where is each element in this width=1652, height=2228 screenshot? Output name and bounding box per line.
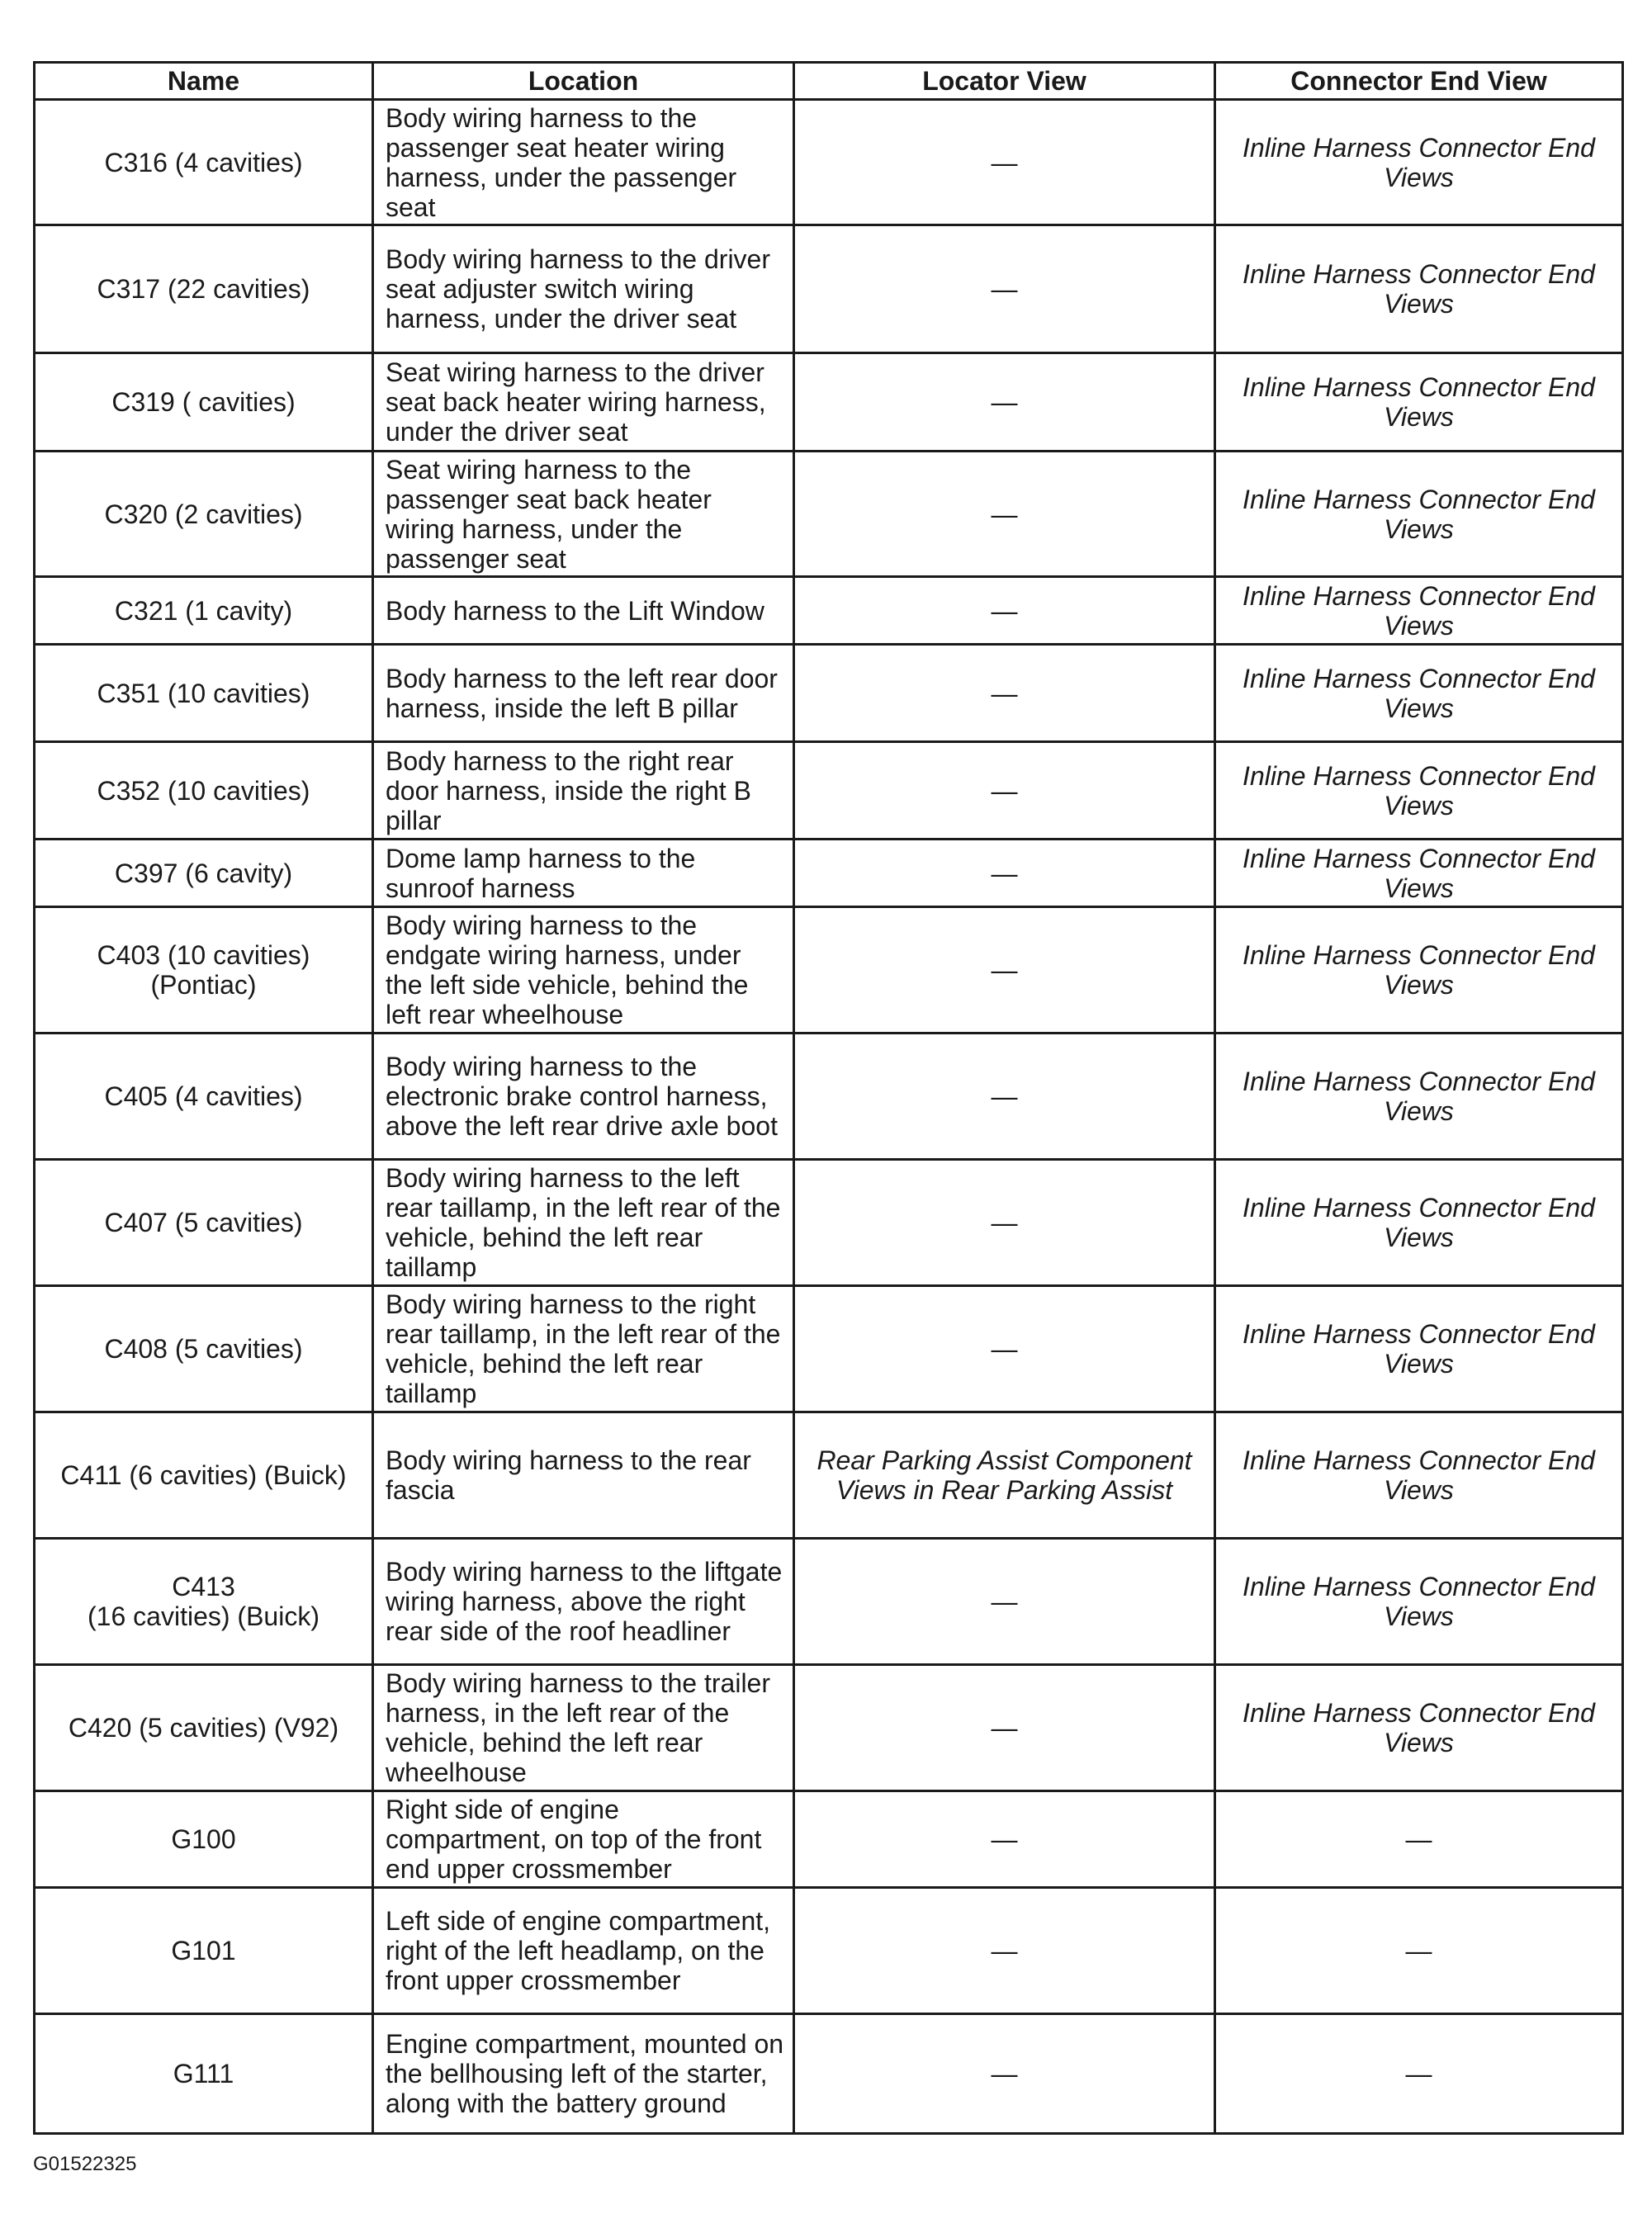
document-code: G01522325 xyxy=(33,2153,137,2175)
cell-locator-view-text: — xyxy=(991,2059,1018,2088)
cell-locator-view-text: — xyxy=(991,1824,1018,1854)
cell-connector-end-view-text: Inline Harness Connector End Views xyxy=(1243,1193,1595,1252)
cell-name-text: C403 (10 cavities) (Pontiac) xyxy=(97,940,310,1000)
cell-locator-view-text: — xyxy=(991,274,1018,304)
cell-name-text: C413 (16 cavities) (Buick) xyxy=(88,1572,320,1631)
cell-location-text: Body wiring harness to the passenger seat heater wiring harness, under the passenger seat xyxy=(386,102,737,222)
cell-locator-view-text: — xyxy=(991,1936,1018,1965)
cell-connector-end-view-text: Inline Harness Connector End Views xyxy=(1243,132,1595,192)
cell-location xyxy=(373,1034,794,1160)
cell-locator-view xyxy=(794,2014,1215,2134)
table-header-row xyxy=(35,63,1623,100)
cell-locator-view xyxy=(794,353,1215,452)
cell-locator-view xyxy=(794,452,1215,577)
cell-location-text: Body harness to the left rear door harness, inside the left B pillar xyxy=(386,663,778,723)
table-row xyxy=(35,840,1623,907)
cell-connector-end-view-text: Inline Harness Connector End Views xyxy=(1243,1445,1595,1505)
cell-connector-end-view-text: Inline Harness Connector End Views xyxy=(1243,1319,1595,1379)
cell-locator-view xyxy=(794,1034,1215,1160)
header-location: Location xyxy=(373,63,794,100)
cell-locator-view-text: — xyxy=(991,1334,1018,1364)
cell-name-text: G100 xyxy=(171,1824,236,1854)
cell-locator-view-text: — xyxy=(991,1587,1018,1616)
table-row xyxy=(35,452,1623,577)
cell-connector-end-view-text: Inline Harness Connector End Views xyxy=(1243,940,1595,1000)
cell-connector-end-view xyxy=(1215,1791,1623,1888)
cell-locator-view xyxy=(794,225,1215,353)
table-row xyxy=(35,577,1623,645)
cell-name xyxy=(35,1160,373,1286)
cell-location-text: Body wiring harness to the left rear taillamp, in the left rear of the vehicle, behind the left rear taillamp xyxy=(386,1163,781,1282)
table-row xyxy=(35,1665,1623,1791)
cell-name-text: G111 xyxy=(173,2059,234,2088)
header-locator-view: Locator View xyxy=(794,63,1215,100)
table-row xyxy=(35,2014,1623,2134)
cell-connector-end-view xyxy=(1215,1665,1623,1791)
cell-name xyxy=(35,1286,373,1412)
table-row xyxy=(35,100,1623,225)
cell-connector-end-view-text: Inline Harness Connector End Views xyxy=(1243,843,1595,903)
cell-connector-end-view xyxy=(1215,742,1623,840)
cell-connector-end-view xyxy=(1215,225,1623,353)
cell-location-text: Body harness to the right rear door harness, inside the right B pillar xyxy=(386,745,751,835)
cell-locator-view xyxy=(794,907,1215,1034)
cell-locator-view xyxy=(794,1665,1215,1791)
cell-location-text: Dome lamp harness to the sunroof harness xyxy=(386,843,696,903)
cell-locator-view-text: — xyxy=(991,858,1018,888)
cell-connector-end-view xyxy=(1215,577,1623,645)
cell-connector-end-view-text: Inline Harness Connector End Views xyxy=(1243,1698,1595,1757)
table-row xyxy=(35,1160,1623,1286)
cell-location xyxy=(373,1160,794,1286)
cell-locator-view xyxy=(794,1539,1215,1665)
cell-name xyxy=(35,353,373,452)
cell-connector-end-view-text: — xyxy=(1405,1824,1432,1854)
cell-name xyxy=(35,840,373,907)
cell-locator-view xyxy=(794,742,1215,840)
cell-locator-view-text: — xyxy=(991,499,1018,529)
cell-name xyxy=(35,1412,373,1539)
cell-connector-end-view xyxy=(1215,645,1623,742)
cell-connector-end-view-text: Inline Harness Connector End Views xyxy=(1243,484,1595,544)
cell-name xyxy=(35,1539,373,1665)
table-row xyxy=(35,742,1623,840)
cell-name xyxy=(35,1034,373,1160)
cell-locator-view xyxy=(794,1412,1215,1539)
cell-location xyxy=(373,1888,794,2014)
cell-name-text: C397 (6 cavity) xyxy=(114,858,293,888)
cell-name xyxy=(35,2014,373,2134)
table-row xyxy=(35,353,1623,452)
cell-name xyxy=(35,100,373,225)
cell-name xyxy=(35,1888,373,2014)
cell-locator-view-text: — xyxy=(991,775,1018,806)
cell-location xyxy=(373,452,794,577)
table-body xyxy=(35,100,1623,2134)
cell-location-text: Body wiring harness to the endgate wiring harness, under the left side vehicle, behind the left rear wheelhouse xyxy=(386,911,749,1029)
cell-locator-view-text: — xyxy=(991,1713,1018,1743)
cell-connector-end-view-text: Inline Harness Connector End Views xyxy=(1243,372,1595,432)
cell-name xyxy=(35,452,373,577)
cell-location-text: Body wiring harness to the trailer harness, in the left rear of the vehicle, behind the left rear wheelhouse xyxy=(386,1668,770,1787)
cell-location-text: Body harness to the Lift Window xyxy=(386,595,764,626)
cell-locator-view xyxy=(794,1888,1215,2014)
cell-name xyxy=(35,577,373,645)
cell-name xyxy=(35,225,373,353)
cell-name xyxy=(35,1791,373,1888)
cell-connector-end-view xyxy=(1215,1539,1623,1665)
cell-name xyxy=(35,742,373,840)
cell-name xyxy=(35,1665,373,1791)
table-row xyxy=(35,225,1623,353)
cell-name-text: C320 (2 cavities) xyxy=(104,499,303,529)
cell-connector-end-view-text: Inline Harness Connector End Views xyxy=(1243,1067,1595,1126)
table-row xyxy=(35,1412,1623,1539)
cell-connector-end-view xyxy=(1215,840,1623,907)
cell-locator-view-text: — xyxy=(991,387,1018,417)
cell-location-text: Seat wiring harness to the passenger seat back heater wiring harness, under the passenger seat xyxy=(386,454,712,574)
cell-location xyxy=(373,577,794,645)
cell-location xyxy=(373,907,794,1034)
cell-connector-end-view xyxy=(1215,1888,1623,2014)
cell-connector-end-view-text: Inline Harness Connector End Views xyxy=(1243,1572,1595,1631)
cell-location xyxy=(373,2014,794,2134)
cell-connector-end-view xyxy=(1215,452,1623,577)
header-name: Name xyxy=(35,63,373,100)
cell-connector-end-view xyxy=(1215,1412,1623,1539)
cell-location xyxy=(373,1791,794,1888)
cell-connector-end-view xyxy=(1215,907,1623,1034)
cell-locator-view xyxy=(794,1286,1215,1412)
table-row xyxy=(35,1791,1623,1888)
cell-location xyxy=(373,225,794,353)
cell-locator-view xyxy=(794,1791,1215,1888)
cell-location-text: Body wiring harness to the electronic brake control harness, above the left rear drive axle boot xyxy=(386,1052,778,1141)
cell-location-text: Body wiring harness to the liftgate wiring harness, above the right rear side of the roof headliner xyxy=(386,1557,783,1646)
cell-location-text: Seat wiring harness to the driver seat back heater wiring harness, under the driver seat xyxy=(386,357,766,447)
cell-locator-view-text: — xyxy=(991,678,1018,708)
cell-locator-view xyxy=(794,840,1215,907)
cell-locator-view-text: — xyxy=(991,1208,1018,1237)
cell-location xyxy=(373,1412,794,1539)
cell-location-text: Right side of engine compartment, on top of the front end upper crossmember xyxy=(386,1795,762,1884)
cell-locator-view-text: — xyxy=(991,147,1018,177)
cell-location xyxy=(373,100,794,225)
cell-name-text: C411 (6 cavities) (Buick) xyxy=(60,1460,347,1490)
cell-connector-end-view xyxy=(1215,100,1623,225)
cell-connector-end-view-text: Inline Harness Connector End Views xyxy=(1243,663,1595,723)
cell-name-text: C420 (5 cavities) (V92) xyxy=(68,1713,339,1743)
header-connector-end-view: Connector End View xyxy=(1215,63,1623,100)
cell-connector-end-view xyxy=(1215,1160,1623,1286)
cell-location xyxy=(373,353,794,452)
cell-location-text: Left side of engine compartment, right of the left headlamp, on the front upper crossmember xyxy=(386,1906,771,1995)
cell-location xyxy=(373,1286,794,1412)
cell-connector-end-view xyxy=(1215,1034,1623,1160)
locations-table-container xyxy=(33,61,1621,2135)
cell-name-text: C319 ( cavities) xyxy=(111,387,296,417)
table-row xyxy=(35,1034,1623,1160)
table-row xyxy=(35,1888,1623,2014)
cell-location-text: Body wiring harness to the driver seat adjuster switch wiring harness, under the driver seat xyxy=(386,244,770,333)
cell-location xyxy=(373,742,794,840)
cell-connector-end-view-text: Inline Harness Connector End Views xyxy=(1243,580,1595,641)
cell-location xyxy=(373,645,794,742)
cell-locator-view-text: — xyxy=(991,595,1018,626)
cell-connector-end-view xyxy=(1215,353,1623,452)
cell-location xyxy=(373,1665,794,1791)
cell-connector-end-view-text: — xyxy=(1405,2059,1432,2088)
cell-location xyxy=(373,840,794,907)
cell-locator-view xyxy=(794,645,1215,742)
cell-name-text: C405 (4 cavities) xyxy=(104,1081,303,1111)
cell-name-text: C316 (4 cavities) xyxy=(104,147,303,177)
cell-name xyxy=(35,645,373,742)
cell-connector-end-view xyxy=(1215,1286,1623,1412)
table-row xyxy=(35,645,1623,742)
cell-locator-view-text: — xyxy=(991,1081,1018,1111)
cell-name-text: G101 xyxy=(171,1936,236,1965)
table-row xyxy=(35,1539,1623,1665)
cell-locator-view xyxy=(794,577,1215,645)
cell-connector-end-view-text: Inline Harness Connector End Views xyxy=(1243,259,1595,319)
cell-locator-view-text: — xyxy=(991,955,1018,985)
cell-name-text: C317 (22 cavities) xyxy=(97,274,310,304)
cell-connector-end-view-text: Inline Harness Connector End Views xyxy=(1243,760,1595,821)
cell-locator-view xyxy=(794,1160,1215,1286)
cell-name-text: C408 (5 cavities) xyxy=(104,1334,303,1364)
cell-location-text: Body wiring harness to the rear fascia xyxy=(386,1445,751,1505)
cell-name xyxy=(35,907,373,1034)
cell-location-text: Body wiring harness to the right rear taillamp, in the left rear of the vehicle, behind the left rear taillamp xyxy=(386,1289,781,1408)
cell-location xyxy=(373,1539,794,1665)
cell-connector-end-view-text: — xyxy=(1405,1936,1432,1965)
cell-name-text: C321 (1 cavity) xyxy=(114,595,293,626)
component-locations-table xyxy=(33,61,1624,2135)
cell-connector-end-view xyxy=(1215,2014,1623,2134)
cell-name-text: C352 (10 cavities) xyxy=(97,775,310,806)
table-row xyxy=(35,1286,1623,1412)
table-row xyxy=(35,907,1623,1034)
cell-location-text: Engine compartment, mounted on the bellhousing left of the starter, along with the battery ground xyxy=(386,2029,784,2118)
cell-locator-view xyxy=(794,100,1215,225)
cell-locator-view-text: Rear Parking Assist Component Views in Rear Parking Assist xyxy=(817,1445,1192,1505)
cell-name-text: C351 (10 cavities) xyxy=(97,678,310,708)
cell-name-text: C407 (5 cavities) xyxy=(104,1208,303,1237)
